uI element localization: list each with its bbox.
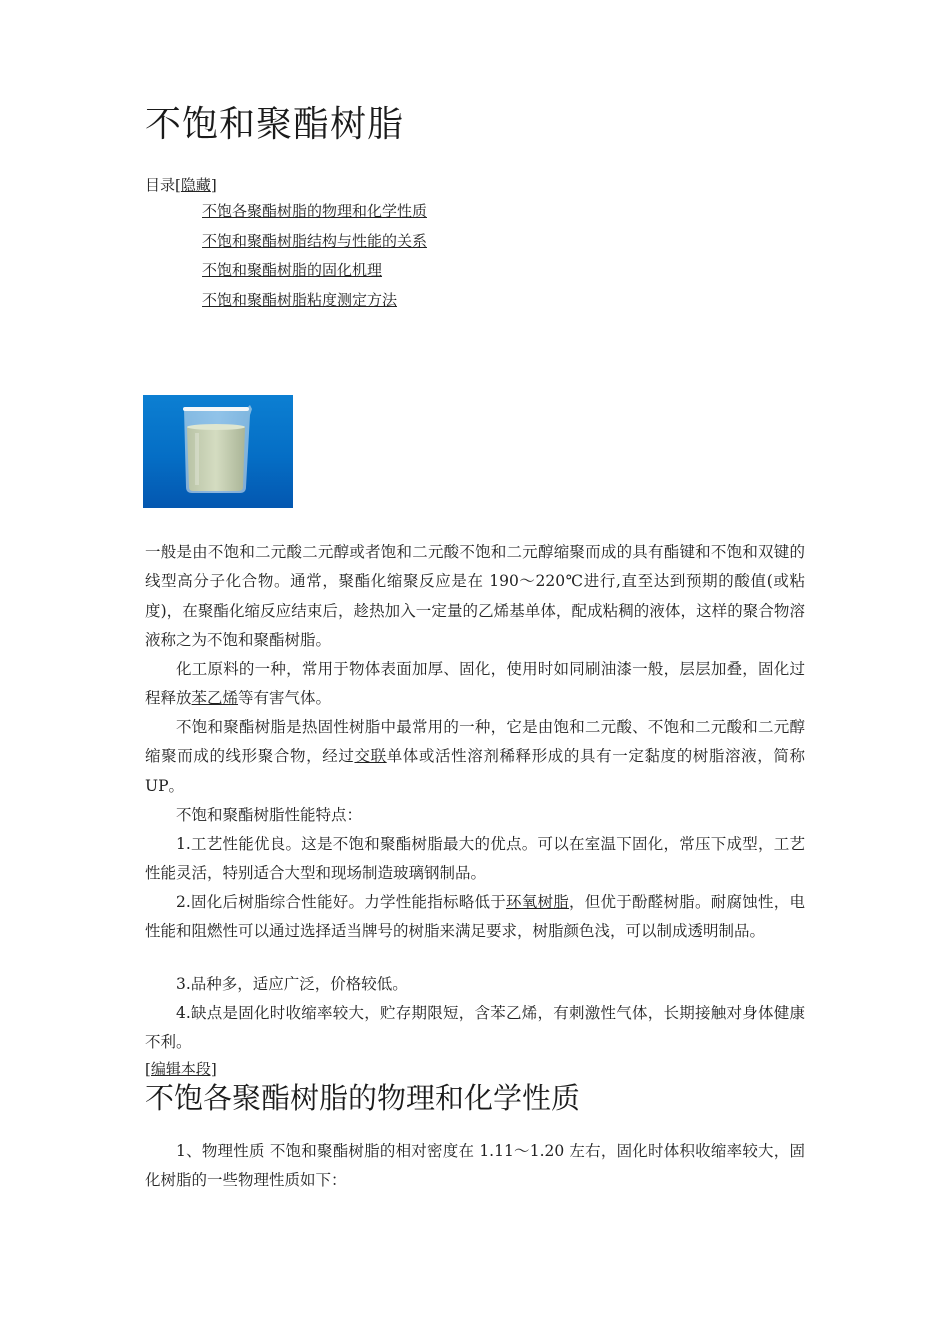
toc-link-physical-chemical[interactable]: 不饱各聚酯树脂的物理和化学性质 [202,202,428,220]
toc-item [202,200,427,230]
edit-section-link[interactable]: [编辑本段] [145,1060,217,1078]
paragraph-feature-3: 3.品种多，适应广泛，价格较低。 [176,975,408,993]
page-title: 不饱和聚酯树脂 [145,104,405,145]
toc-link-structure-performance[interactable]: 不饱和聚酯树脂结构与性能的关系 [202,231,428,250]
paragraph-feature-2: 2.固化后树脂综合性能好。力学性能指标略低于环氧树脂，但优于酚醛树脂。耐腐蚀性，电性能和阻燃性可以通过选择适当牌号的树脂来满足要求，树脂颜色浅，可以制成透明制品。 [145,893,805,941]
paragraph-feature-4: 4.缺点是固化时收缩率较大，贮存期限短，含苯乙烯，有刺激性气体，长期接触对身体健康不利。 [145,1004,805,1052]
paragraph-feature-1: 1.工艺性能优良。这是不饱和聚酯树脂最大的优点。可以在室温下固化，常压下成型，工艺性能灵活，特别适合大型和现场制造玻璃钢制品。 [145,835,805,883]
toc-item [202,259,427,289]
toc-header: 目录[隐藏] [145,176,217,194]
toc-link-viscosity-method[interactable]: 不饱和聚酯树脂粘度测定方法 [202,290,398,309]
toc-list [202,200,427,318]
toc-label: 目录 [145,176,176,194]
paragraph-physical-properties: 1、物理性质 不饱和聚酯树脂的相对密度在 1.11～1.20 左右，固化时体积收缩率较大，固化树脂的一些物理性质如下： [145,1142,805,1190]
resin-beaker-image [143,395,293,508]
styrene-link[interactable]: 苯乙烯 [191,689,239,708]
toc-hide-link[interactable]: 隐藏 [180,176,211,194]
beaker-illustration [143,395,293,508]
toc-item [202,230,427,260]
paragraph-raw-material: 化工原料的一种，常用于物体表面加厚、固化，使用时如同刷油漆一般，层层加叠，固化过程释放苯乙烯等有害气体。 [145,660,805,708]
toc-link-curing-mechanism[interactable]: 不饱和聚酯树脂的固化机理 [202,261,383,279]
paragraph-definition: 不饱和聚酯树脂是热固性树脂中最常用的一种，它是由饱和二元酸、不饱和二元酸和二元醇缩聚而成的线形聚合物，经过交联单体或活性溶剂稀释形成的具有一定黏度的树脂溶液，简称 UP。 [145,718,805,795]
section-title: 不饱各聚酯树脂的物理和化学性质 [145,1081,581,1115]
paragraph-features-heading: 不饱和聚酯树脂性能特点： [176,806,363,824]
crosslink-link[interactable]: 交联 [354,747,387,766]
epoxy-resin-link[interactable]: 环氧树脂 [506,893,569,911]
toc-item [202,289,427,319]
intro-paragraph: 一般是由不饱和二元酸二元醇或者饱和二元酸不饱和二元醇缩聚而成的具有酯键和不饱和双键的线型高分子化合物。通常，聚酯化缩聚反应是在 190～220℃进行,直至达到预期的酸值(或粘度)，在聚酯化缩反应结束后，趁热加入一定量的乙烯基单体，配成粘稠的液体，这样的聚合物溶液称之为不饱和聚酯树脂。 [145,543,805,649]
